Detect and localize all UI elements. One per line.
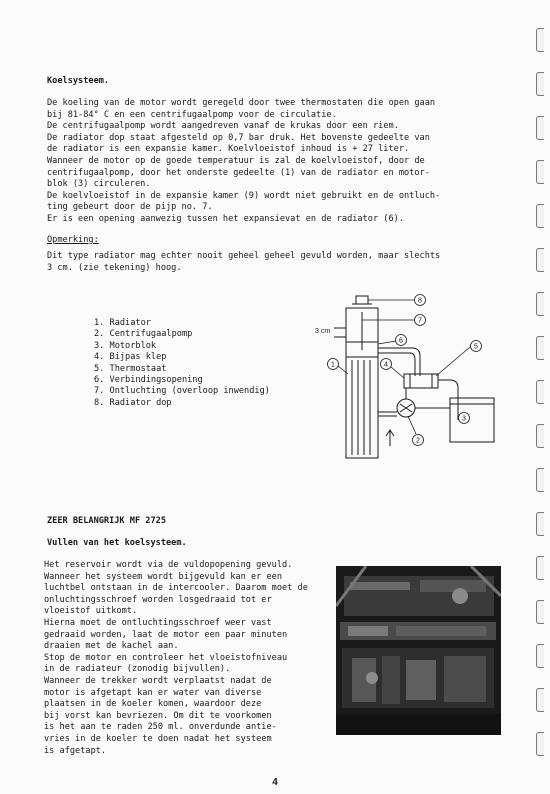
index-tab [536, 72, 544, 96]
level-label: 3 cm [315, 328, 331, 335]
remark-line: Dit type radiator mag echter nooit geheel geheel gevuld worden, maar slechts [47, 251, 441, 261]
paragraph-line: luchtbel ontstaan in de intercooler. Daarom moet de [44, 583, 308, 594]
index-tab [536, 688, 544, 712]
callout-label: 7 [418, 317, 422, 325]
index-tab [536, 28, 544, 52]
paragraph-line: is het aan te raden 250 ml. onverdunde antie- [44, 722, 277, 733]
paragraph-line: de radiator is een expansie kamer. Koelvloeistof inhoud is + 27 liter. [47, 144, 410, 155]
callout-label: 3 [462, 415, 466, 423]
paragraph-line: blok (3) circuleren. [47, 179, 151, 190]
legend-item: 4. Bijpas klep [94, 352, 167, 363]
index-tab [536, 556, 544, 580]
paragraph-line: vries in de koeler te doen nadat het systeem [44, 734, 272, 744]
paragraph-line: bij vorst kan bevriezen. Om dit te voorkomen [44, 710, 272, 721]
remark-label: Opmerking: [47, 235, 99, 245]
remark-line: 3 cm. (zie tekening) hoog. [47, 262, 182, 273]
paragraph-line: De radiator dop staat afgesteld op 0,7 bar druk. Het bovenste gedeelte van [47, 132, 430, 143]
paragraph-line: centrifugaalpomp, door het onderste gedeelte (1) van de radiator en motor- [47, 167, 430, 178]
paragraph-line: is afgetapt. [44, 745, 107, 756]
parts-legend [94, 318, 270, 409]
paragraph-line: bij 81-84° C en een centrifugaalpomp voor de circulatie. [47, 109, 337, 120]
paragraph-line: Hierna moet de ontluchtingsschroef weer vast [44, 618, 272, 628]
index-tab [536, 644, 544, 668]
paragraph-line: De koeling van de motor wordt geregeld door twee thermostaten die open gaan [47, 98, 436, 108]
index-tab [536, 336, 544, 360]
paragraph-line: draaien met de kachel aan. [44, 641, 179, 652]
paragraph-line: Wanneer de trekker wordt verplaatst nadat de [44, 676, 272, 686]
page-number: 4 [272, 777, 278, 788]
paragraph-line: Er is een opening aanwezig tussen het expansievat en de radiator (6). [47, 214, 404, 224]
section-subtitle: Vullen van het koelsysteem. [47, 538, 187, 548]
legend-item: 7. Ontluchting (overloop inwendig) [94, 386, 270, 397]
paragraph-line: ting gebeurt door de pijp no. 7. [47, 202, 213, 213]
thermostat-housing-shape [404, 374, 438, 388]
engine-photo [336, 566, 501, 735]
legend-item: 8. Radiator dop [94, 397, 172, 408]
paragraph-line: Wanneer de motor op de goede temperatuur is zal de koelvloeistof, door de [47, 156, 425, 166]
paragraph-line: gedraaid worden, laat de motor een paar minuten [44, 629, 288, 640]
callout-label: 1 [331, 361, 335, 369]
legend-item: 2. Centrifugaalpomp [94, 329, 193, 340]
paragraph-line: vloeistof uitkomt. [44, 606, 138, 617]
callout-label: 5 [474, 343, 478, 351]
index-tab [536, 600, 544, 624]
section-title: ZEER BELANGRIJK MF 2725 [47, 516, 166, 526]
index-tab [536, 292, 544, 316]
paragraph-line: Wanneer het systeem wordt bijgevuld kan er een [44, 571, 282, 582]
paragraph-line: De koelvloeistof in de expansie kamer (9) wordt niet gebruikt en de ontluch- [47, 190, 441, 201]
paragraph-line: De centrifugaalpomp wordt aangedreven vanaf de krukas door een riem. [47, 121, 399, 132]
index-tab [536, 116, 544, 140]
callout-label: 8 [418, 297, 422, 305]
index-tab [536, 424, 544, 448]
index-tab [536, 160, 544, 184]
paragraph-line: motor is afgetapt kan er water van diverse [44, 687, 262, 698]
index-tab [536, 380, 544, 404]
index-tab [536, 204, 544, 228]
paragraph-line: Stop de motor en controleer het vloeistofniveau [44, 652, 288, 663]
callout-label: 4 [384, 361, 388, 369]
section-title: Koelsysteem. [47, 76, 110, 86]
legend-item: 3. Motorblok [94, 340, 157, 351]
radiator-cap-shape [356, 296, 368, 304]
cooling-system-diagram [300, 290, 500, 480]
callout-label: 2 [416, 437, 420, 445]
paragraph-line: onluchtingsschroef worden losgedraaid tot er [44, 594, 272, 605]
legend-item: 5. Thermostaat [94, 363, 167, 374]
index-tab [536, 732, 544, 756]
index-tab [536, 468, 544, 492]
callout-label: 6 [399, 337, 403, 345]
paragraph-line: Het reservoir wordt via de vuldopopening gevuld. [44, 560, 293, 570]
engine-block-shape [450, 398, 494, 442]
legend-item: 6. Verbindingsopening [94, 375, 203, 386]
index-tab [536, 248, 544, 272]
paragraph-line: plaatsen in de koeler komen, waardoor deze [44, 699, 262, 710]
legend-item: 1. Radiator [94, 318, 151, 328]
paragraph-line: in de radiateur (zonodig bijvullen). [44, 664, 231, 675]
index-tab [536, 512, 544, 536]
